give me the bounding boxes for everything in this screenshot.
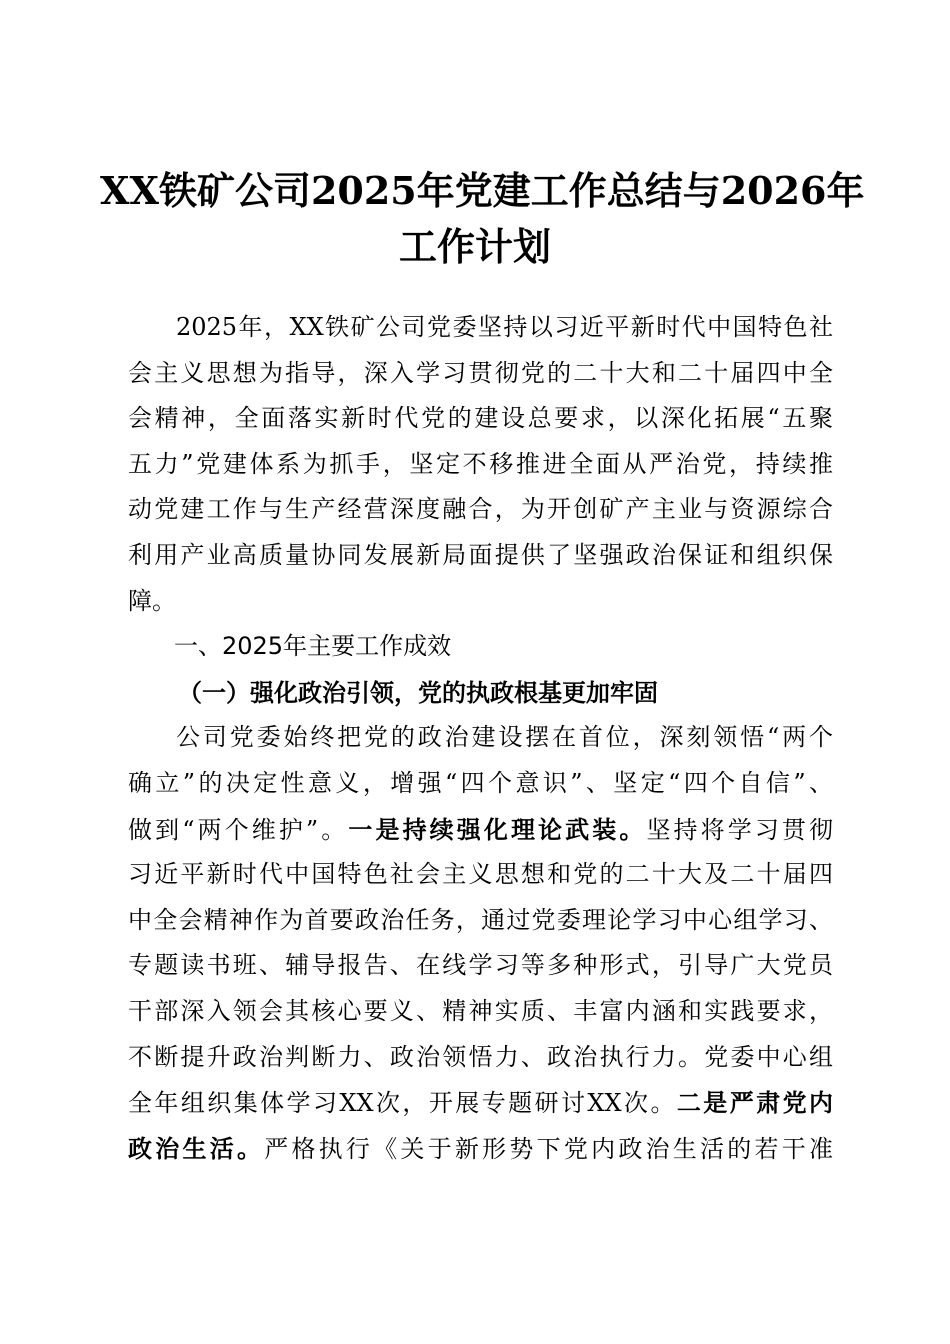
point-two-title: 二是严肃党内 xyxy=(676,1088,834,1118)
para-line-5: 中全会精神作为首要政治任务，通过党委理论学习中心组学习、 xyxy=(128,905,833,934)
para-line-2: 确立”的决定性意义，增强“四个意识”、坚定“四个自信”、 xyxy=(128,768,833,797)
para-line-3 xyxy=(128,807,833,853)
intro-line-5: 动党建工作与生产经营深度融合，为开创矿产主业与资源综合 xyxy=(128,495,833,524)
intro-line-7: 障。 xyxy=(128,586,176,615)
para-line-10 xyxy=(128,1126,833,1172)
para-line-4: 习近平新时代中国特色社会主义思想和党的二十大及二十届四 xyxy=(128,860,833,889)
para-line-3-tail: 坚持将学习贯彻 xyxy=(646,815,834,844)
title-line-1: XX铁矿公司2025年党建工作总结与2026年 xyxy=(100,168,865,213)
para-line-9-text: 全年组织集体学习XX次，开展专题研讨XX次。 xyxy=(128,1089,677,1118)
para-line-8: 不断提升政治判断力、政治领悟力、政治执行力。党委中心组 xyxy=(128,1042,833,1071)
para-line-1: 公司党委始终把党的政治建设摆在首位，深刻领悟“两个 xyxy=(176,723,833,752)
section-heading: 一、2025年主要工作成效 xyxy=(174,632,452,661)
intro-line-3: 会精神，全面落实新时代党的建设总要求，以深化拓展“五聚 xyxy=(128,404,833,433)
para-line-10-text: 严格执行《关于新形势下党内政治生活的若干准 xyxy=(264,1134,834,1163)
para-line-6: 专题读书班、辅导报告、在线学习等多种形式，引导广大党员 xyxy=(128,951,833,980)
point-one-title: 一是持续强化理论武装。 xyxy=(348,814,647,844)
intro-line-6: 利用产业高质量协同发展新局面提供了坚强政治保证和组织保 xyxy=(128,540,833,569)
document-title xyxy=(100,163,865,275)
intro-line-4: 五力”党建体系为抓手，坚定不移推进全面从严治党，持续推 xyxy=(128,449,833,478)
document-body xyxy=(128,305,833,1171)
title-line-2: 工作计划 xyxy=(398,224,551,269)
para-line-9 xyxy=(128,1080,833,1126)
intro-line-1: 2025年，XX铁矿公司党委坚持以习近平新时代中国特色社 xyxy=(176,313,833,341)
intro-line-2: 会主义思想为指导，深入学习贯彻党的二十大和二十届四中全 xyxy=(128,358,833,387)
para-line-3-text: 做到“两个维护”。 xyxy=(128,815,349,844)
point-two-title-cont: 政治生活。 xyxy=(128,1133,265,1163)
para-line-7: 干部深入领会其核心要义、精神实质、丰富内涵和实践要求， xyxy=(128,996,833,1025)
subsection-heading: （一）强化政治引领，党的执政根基更加牢固 xyxy=(178,677,658,707)
